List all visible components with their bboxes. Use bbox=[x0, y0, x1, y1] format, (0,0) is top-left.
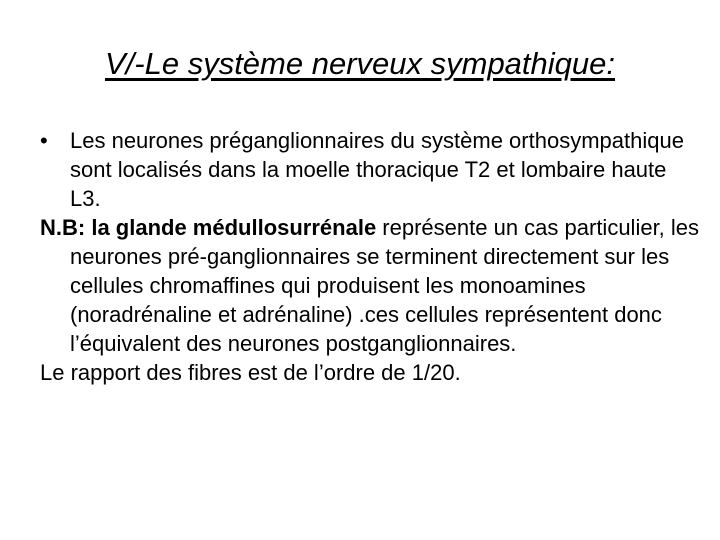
slide-title: V/-Le système nerveux sympathique: bbox=[104, 46, 616, 81]
nb-paragraph bbox=[40, 213, 700, 358]
nb-text: représente un cas particulier, les neurones pré-ganglionnaires se terminent directement sur les cellules chromaffines qui produisent les monoamines (noradrénaline et adrénaline) .ces cellules représentent donc l’équivalent des neurones postganglionnaires. bbox=[70, 215, 700, 356]
ratio-paragraph bbox=[40, 358, 700, 387]
ratio-text: Le rapport des fibres est de l’ordre de 1/20. bbox=[40, 360, 461, 385]
nb-bold-text: N.B: la glande médullosurrénale bbox=[40, 215, 377, 240]
bullet-text: Les neurones préganglionnaires du système orthosympathique sont localisés dans la moelle thoracique T2 et lombaire haute L3. bbox=[70, 128, 684, 211]
bullet-paragraph bbox=[40, 126, 700, 213]
slide-body bbox=[40, 126, 700, 387]
bullet-symbol: • bbox=[40, 128, 48, 153]
